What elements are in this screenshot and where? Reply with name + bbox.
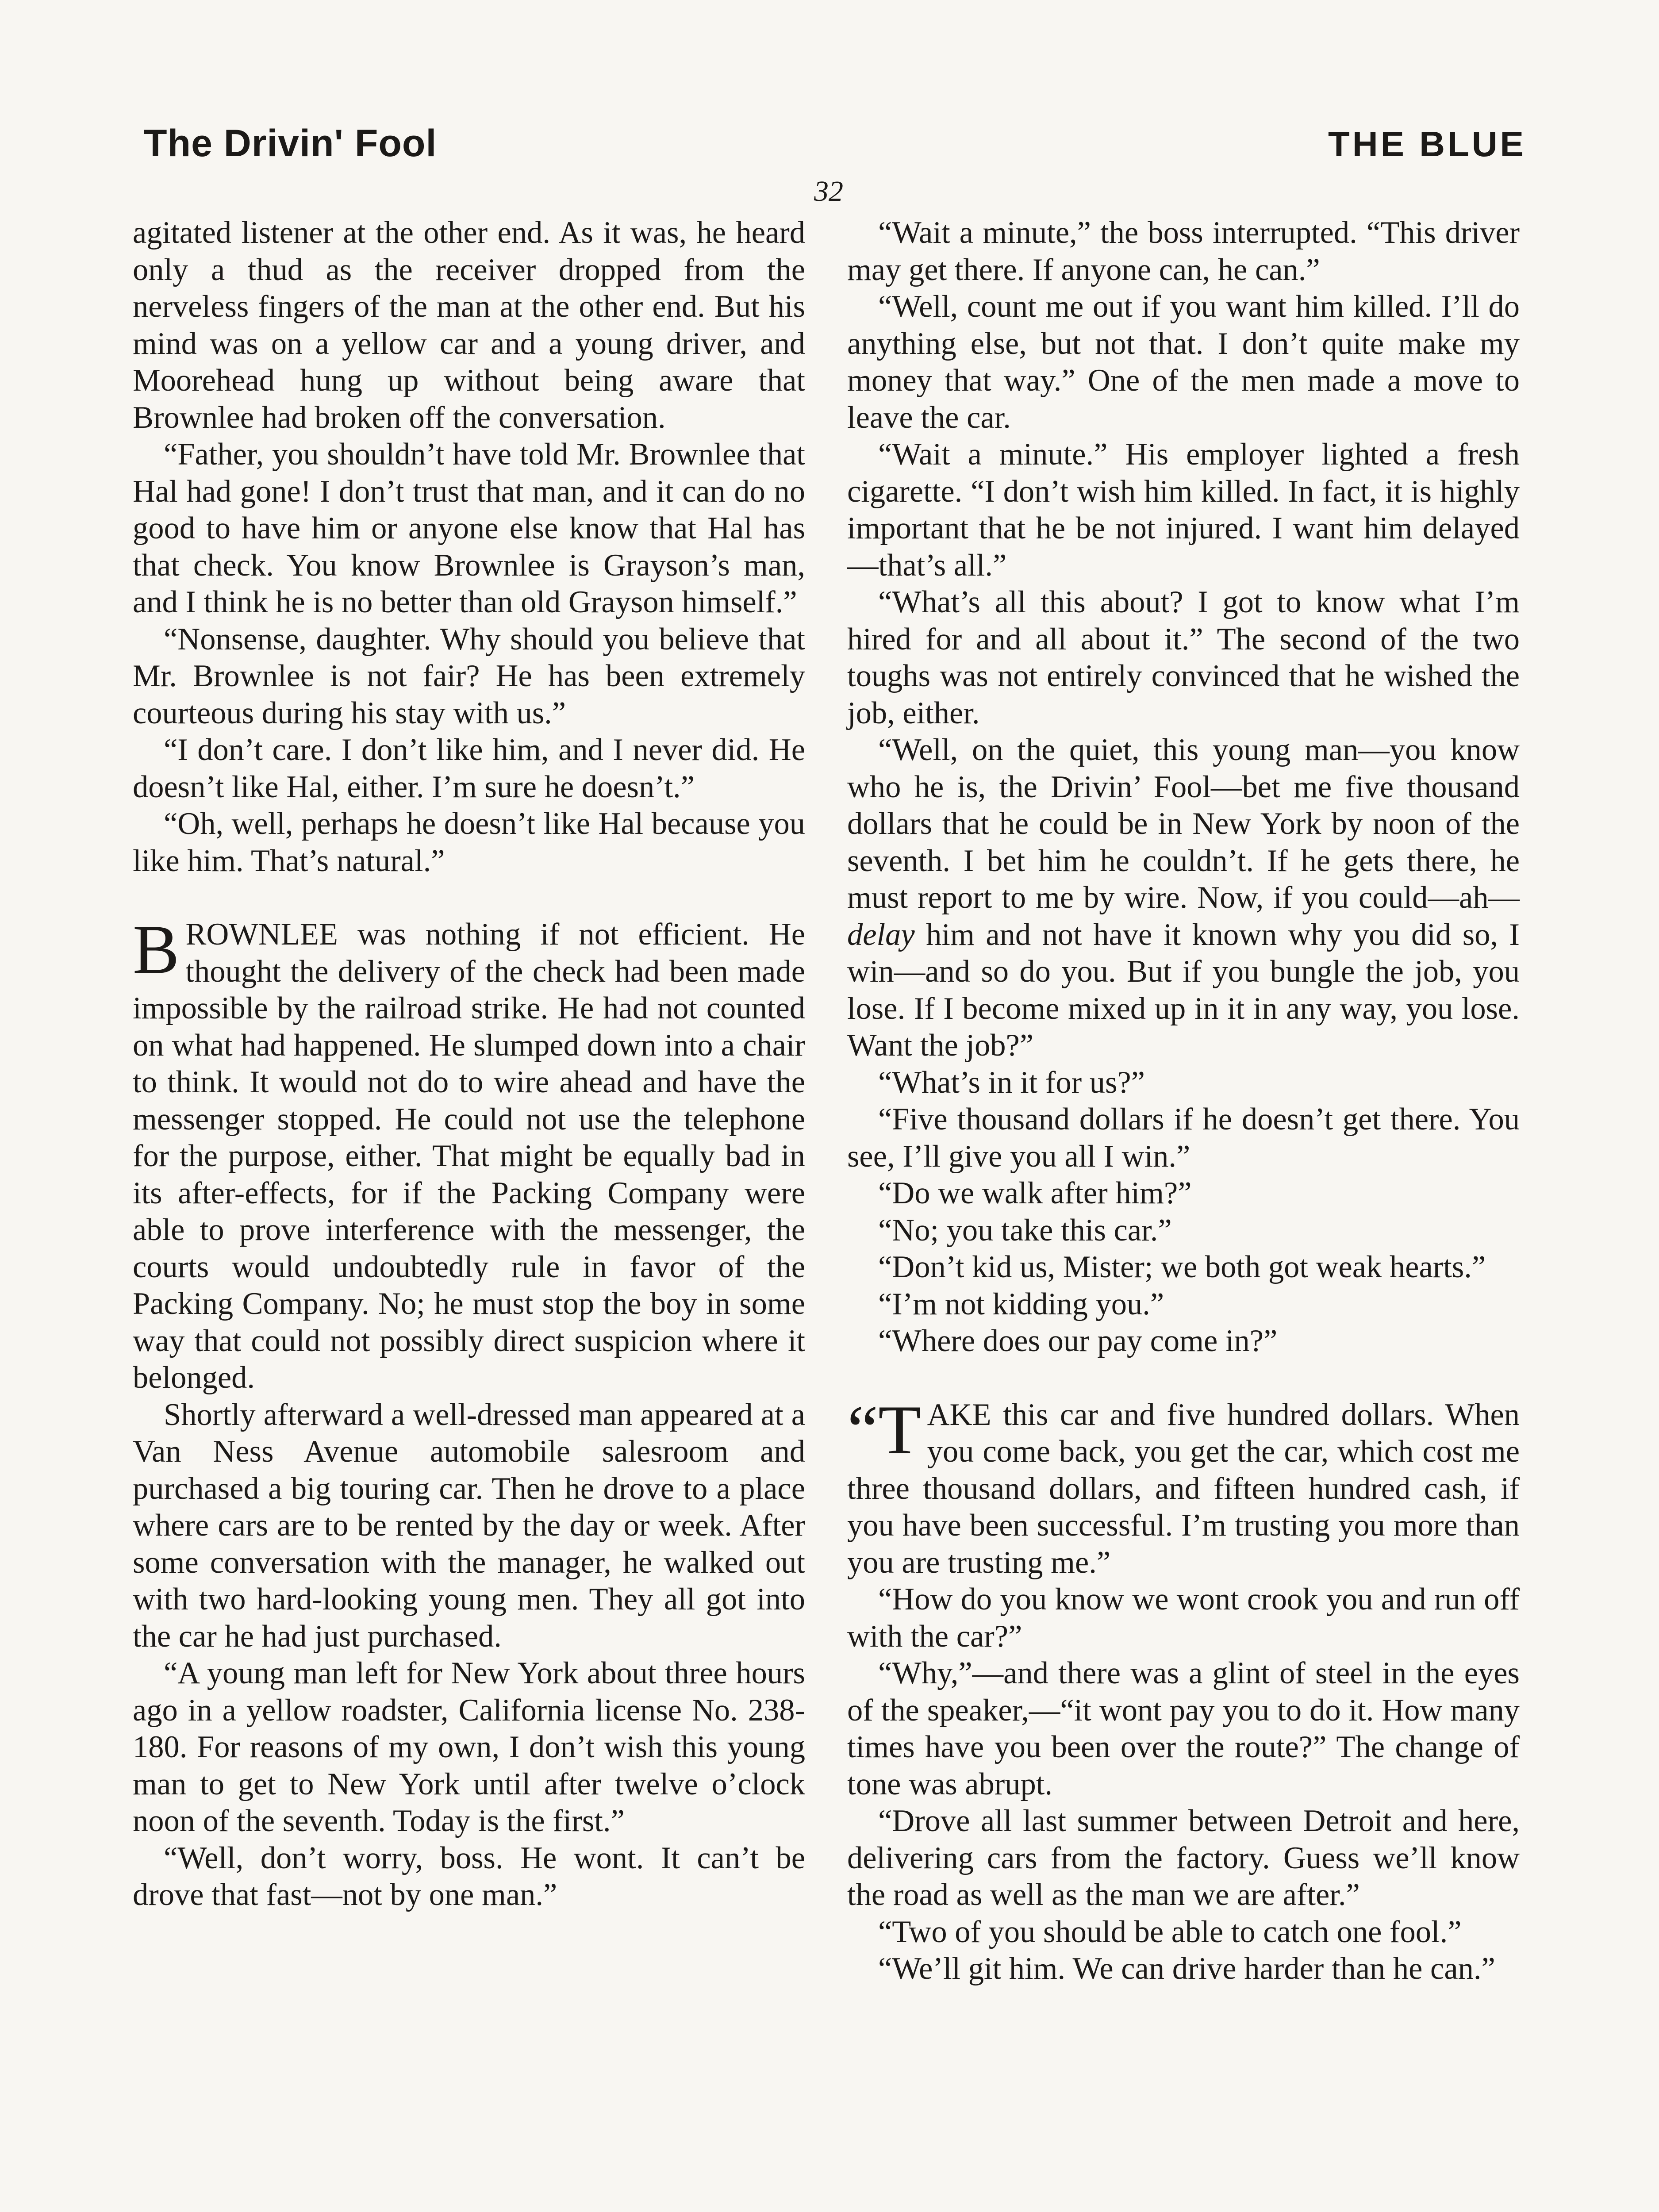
paragraph: “Five thousand dollars if he doesn’t get there. You see, I’ll give you all I win.” xyxy=(847,1102,1520,1174)
paragraph: “Nonsense, daughter. Why should you believe that Mr. Brownlee is not fair? He has been extremely courteous during his stay with us.” xyxy=(133,622,805,730)
paragraph: “Oh, well, perhaps he doesn’t like Hal because you like him. That’s natural.” xyxy=(133,806,805,878)
right-column xyxy=(847,215,1520,1988)
paragraph: “Two of you should be able to catch one fool.” xyxy=(878,1914,1462,1949)
left-column xyxy=(133,215,805,1914)
section-opening-paragraph xyxy=(847,1391,1520,1582)
drop-cap: “T xyxy=(847,1391,921,1469)
paragraph: “We’ll git him. We can drive harder than he can.” xyxy=(878,1951,1495,1986)
paragraph-text: ROWNLEE was nothing if not efficient. He thought the delivery of the check had been made impossible by the railroad strike. He had not counted on what had happened. He slumped down into a chair to think. It would not do to wire ahead and have the messenger stopped. He could not use the telephone for the purpose, either. That might be equally bad in its after-effects, for if the Packing Company were able to prove interference with the messenger, the courts would undoubtedly rule in favor of the Packing Company. No; he must stop the boy in some way that could not possibly direct suspicion where it belonged. xyxy=(133,917,805,1395)
paragraph xyxy=(847,732,1520,1064)
paragraph-text: “Well, on the quiet, this young man—you know who he is, the Drivin’ Fool—bet me five thousand dollars that he could be in New York by noon of the seventh. I bet him he couldn’t. If he gets there, he must report to me by wire. Now, if you could—ah— xyxy=(847,733,1520,915)
magazine-title: THE BLUE xyxy=(1328,124,1526,164)
paragraph: “Where does our pay come in?” xyxy=(878,1324,1278,1358)
section-opening-paragraph xyxy=(133,911,805,1397)
paragraph: “What’s all this about? I got to know what I’m hired for and all about it.” The second of the two toughs was not entirely convinced that he wished the job, either. xyxy=(847,585,1520,730)
paragraph: “Do we walk after him?” xyxy=(878,1176,1192,1210)
paragraph: “No; you take this car.” xyxy=(878,1213,1172,1248)
paragraph: “Well, count me out if you want him killed. I’ll do anything else, but not that. I don’t quite make my money that way.” One of the men made a move to leave the car. xyxy=(847,289,1520,435)
paragraph-text: him and not have it known why you did so, I win—and so do you. But if you bungle the job, you lose. If I become mixed up in it in any way, you lose. Want the job?” xyxy=(847,917,1520,1063)
paragraph: Shortly afterward a well-dressed man appeared at a Van Ness Avenue automobile salesroom and purchased a big touring car. Then he drove to a place where cars are to be rented by the day or week. After some conversation with the manager, he walked out with two hard-looking young men. They all got into the car he had just purchased. xyxy=(133,1397,805,1654)
story-title: The Drivin' Fool xyxy=(144,122,437,165)
drop-cap: B xyxy=(133,911,180,988)
paragraph: “What’s in it for us?” xyxy=(878,1065,1145,1100)
emphasized-word: delay xyxy=(847,917,915,952)
paragraph: “Don’t kid us, Mister; we both got weak hearts.” xyxy=(878,1250,1486,1284)
paragraph: “I’m not kidding you.” xyxy=(878,1286,1164,1321)
paragraph: “Drove all last summer between Detroit and here, delivering cars from the factory. Guess we’ll know the road as well as the man we are after.” xyxy=(847,1804,1520,1912)
paragraph: “I don’t care. I don’t like him, and I never did. He doesn’t like Hal, either. I’m sure he doesn’t.” xyxy=(133,733,805,804)
paragraph: “A young man left for New York about three hours ago in a yellow roadster, California license No. 238-180. For reasons of my own, I don’t wish this young man to get to New York until after twelve o’clock noon of the seventh. Today is the first.” xyxy=(133,1656,805,1838)
page-number: 32 xyxy=(814,175,843,207)
paragraph: “Well, don’t worry, boss. He wont. It can’t be drove that fast—not by one man.” xyxy=(133,1840,805,1912)
paragraph: “Wait a minute.” His employer lighted a fresh cigarette. “I don’t wish him killed. In fact, it is highly important that he be not injured. I want him delayed—that’s all.” xyxy=(847,437,1520,583)
paragraph: agitated listener at the other end. As it was, he heard only a thud as the receiver dropped from the nerveless fingers of the man at the other end. But his mind was on a yellow car and a young driver, and Moorehead hung up without being aware that Brownlee had broken off the conversation. xyxy=(133,215,805,435)
paragraph-text: AKE this car and five hundred dollars. When you come back, you get the car, which cost me three thousand dollars, and fifteen hundred cash, if you have been successful. I’m trusting you more than you are trusting me.” xyxy=(847,1397,1520,1580)
paragraph: “Father, you shouldn’t have told Mr. Brownlee that Hal had gone! I don’t trust that man, and it can do no good to have him or anyone else know that Hal has that check. You know Brownlee is Grayson’s man, and I think he is no better than old Grayson himself.” xyxy=(133,437,805,619)
paragraph: “Why,”—and there was a glint of steel in the eyes of the speaker,—“it wont pay you to do it. How many times have you been over the route?” The change of tone was abrupt. xyxy=(847,1656,1520,1801)
paragraph: “How do you know we wont crook you and run off with the car?” xyxy=(847,1582,1520,1654)
paragraph: “Wait a minute,” the boss interrupted. “This driver may get there. If anyone can, he can.” xyxy=(847,215,1520,287)
